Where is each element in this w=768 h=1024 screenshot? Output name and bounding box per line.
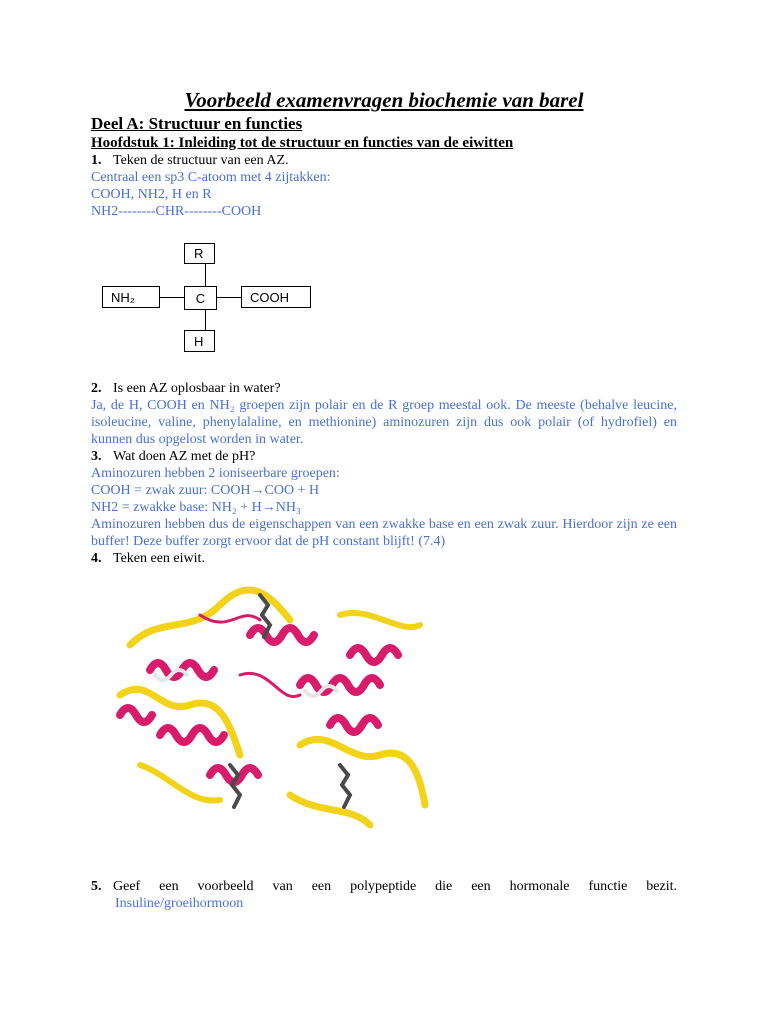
question-number: 3. (91, 449, 102, 464)
question-text: Teken de structuur van een AZ. (113, 153, 289, 168)
answer-3-line-4: Aminozuren hebben dus de eigenschappen van een zwakke base en een zwak zuur. Hierdoor zijn ze een buffer! Deze buffer zorgt ervoor dat de pH constant blijft! (7.4) (91, 517, 677, 549)
answer-3-line-2: COOH = zwak zuur: COOH→COO + H (91, 483, 320, 498)
r-group-box: R (184, 243, 215, 264)
answer-1-line-3: NH2--------CHR--------COOH (91, 204, 262, 219)
question-text: Wat doen AZ met de pH? (113, 449, 256, 464)
answer-2: Ja, de H, COOH en NH₂ groepen zijn polair en de R groep meestal ook. De meeste (behalve leucine, isoleucine, valine, phenylalaline, en methionine) aminozuren zijn dus ook polair (of hydrofiel) en kunnen dus opgelost worden in water. (91, 398, 677, 447)
question-5 (91, 878, 677, 895)
bond-line (205, 308, 206, 330)
carbon-box: C (184, 286, 217, 310)
part-heading: Deel A: Structuur en functies (91, 114, 303, 133)
document-body (91, 86, 677, 220)
question-5-block (91, 878, 677, 912)
question-text: Teken een eiwit. (113, 551, 205, 566)
question-number: 4. (91, 551, 102, 566)
question-number: 2. (91, 381, 102, 396)
answer-3-line-1: Aminozuren hebben 2 ioniseerbare groepen: (91, 466, 340, 481)
carboxyl-group-box: COOH (241, 286, 311, 308)
bond-line (205, 264, 206, 286)
question-4 (91, 550, 677, 567)
amine-group-box: NH₂ (102, 286, 160, 308)
answer-1-line-1: Centraal een sp3 C-atoom met 4 zijtakken: (91, 170, 331, 185)
question-text: Is een AZ oplosbaar in water? (113, 381, 281, 396)
chapter-heading: Hoofdstuk 1: Inleiding tot de structuur en functies van de eiwitten (91, 135, 514, 151)
hydrogen-box: H (184, 330, 215, 352)
answer-5: Insuline/groeihormoon (115, 896, 244, 911)
answer-3-line-3: NH2 = zwakke base: NH₂ + H→NH₃ (91, 500, 301, 515)
question-number: 1. (91, 153, 102, 168)
protein-ribbon-image (100, 575, 440, 840)
question-1 (91, 152, 677, 169)
document-title: Voorbeeld examenvragen biochemie van barel (184, 88, 584, 112)
question-number: 5. (91, 879, 102, 894)
question-text: Geef een voorbeeld van een polypeptide die een hormonale functie bezit. (113, 879, 677, 894)
bond-line (215, 297, 241, 298)
question-3 (91, 448, 677, 465)
bond-line (160, 297, 184, 298)
answer-1-line-2: COOH, NH2, H en R (91, 187, 212, 202)
questions-2-4 (91, 380, 677, 567)
question-2 (91, 380, 677, 397)
